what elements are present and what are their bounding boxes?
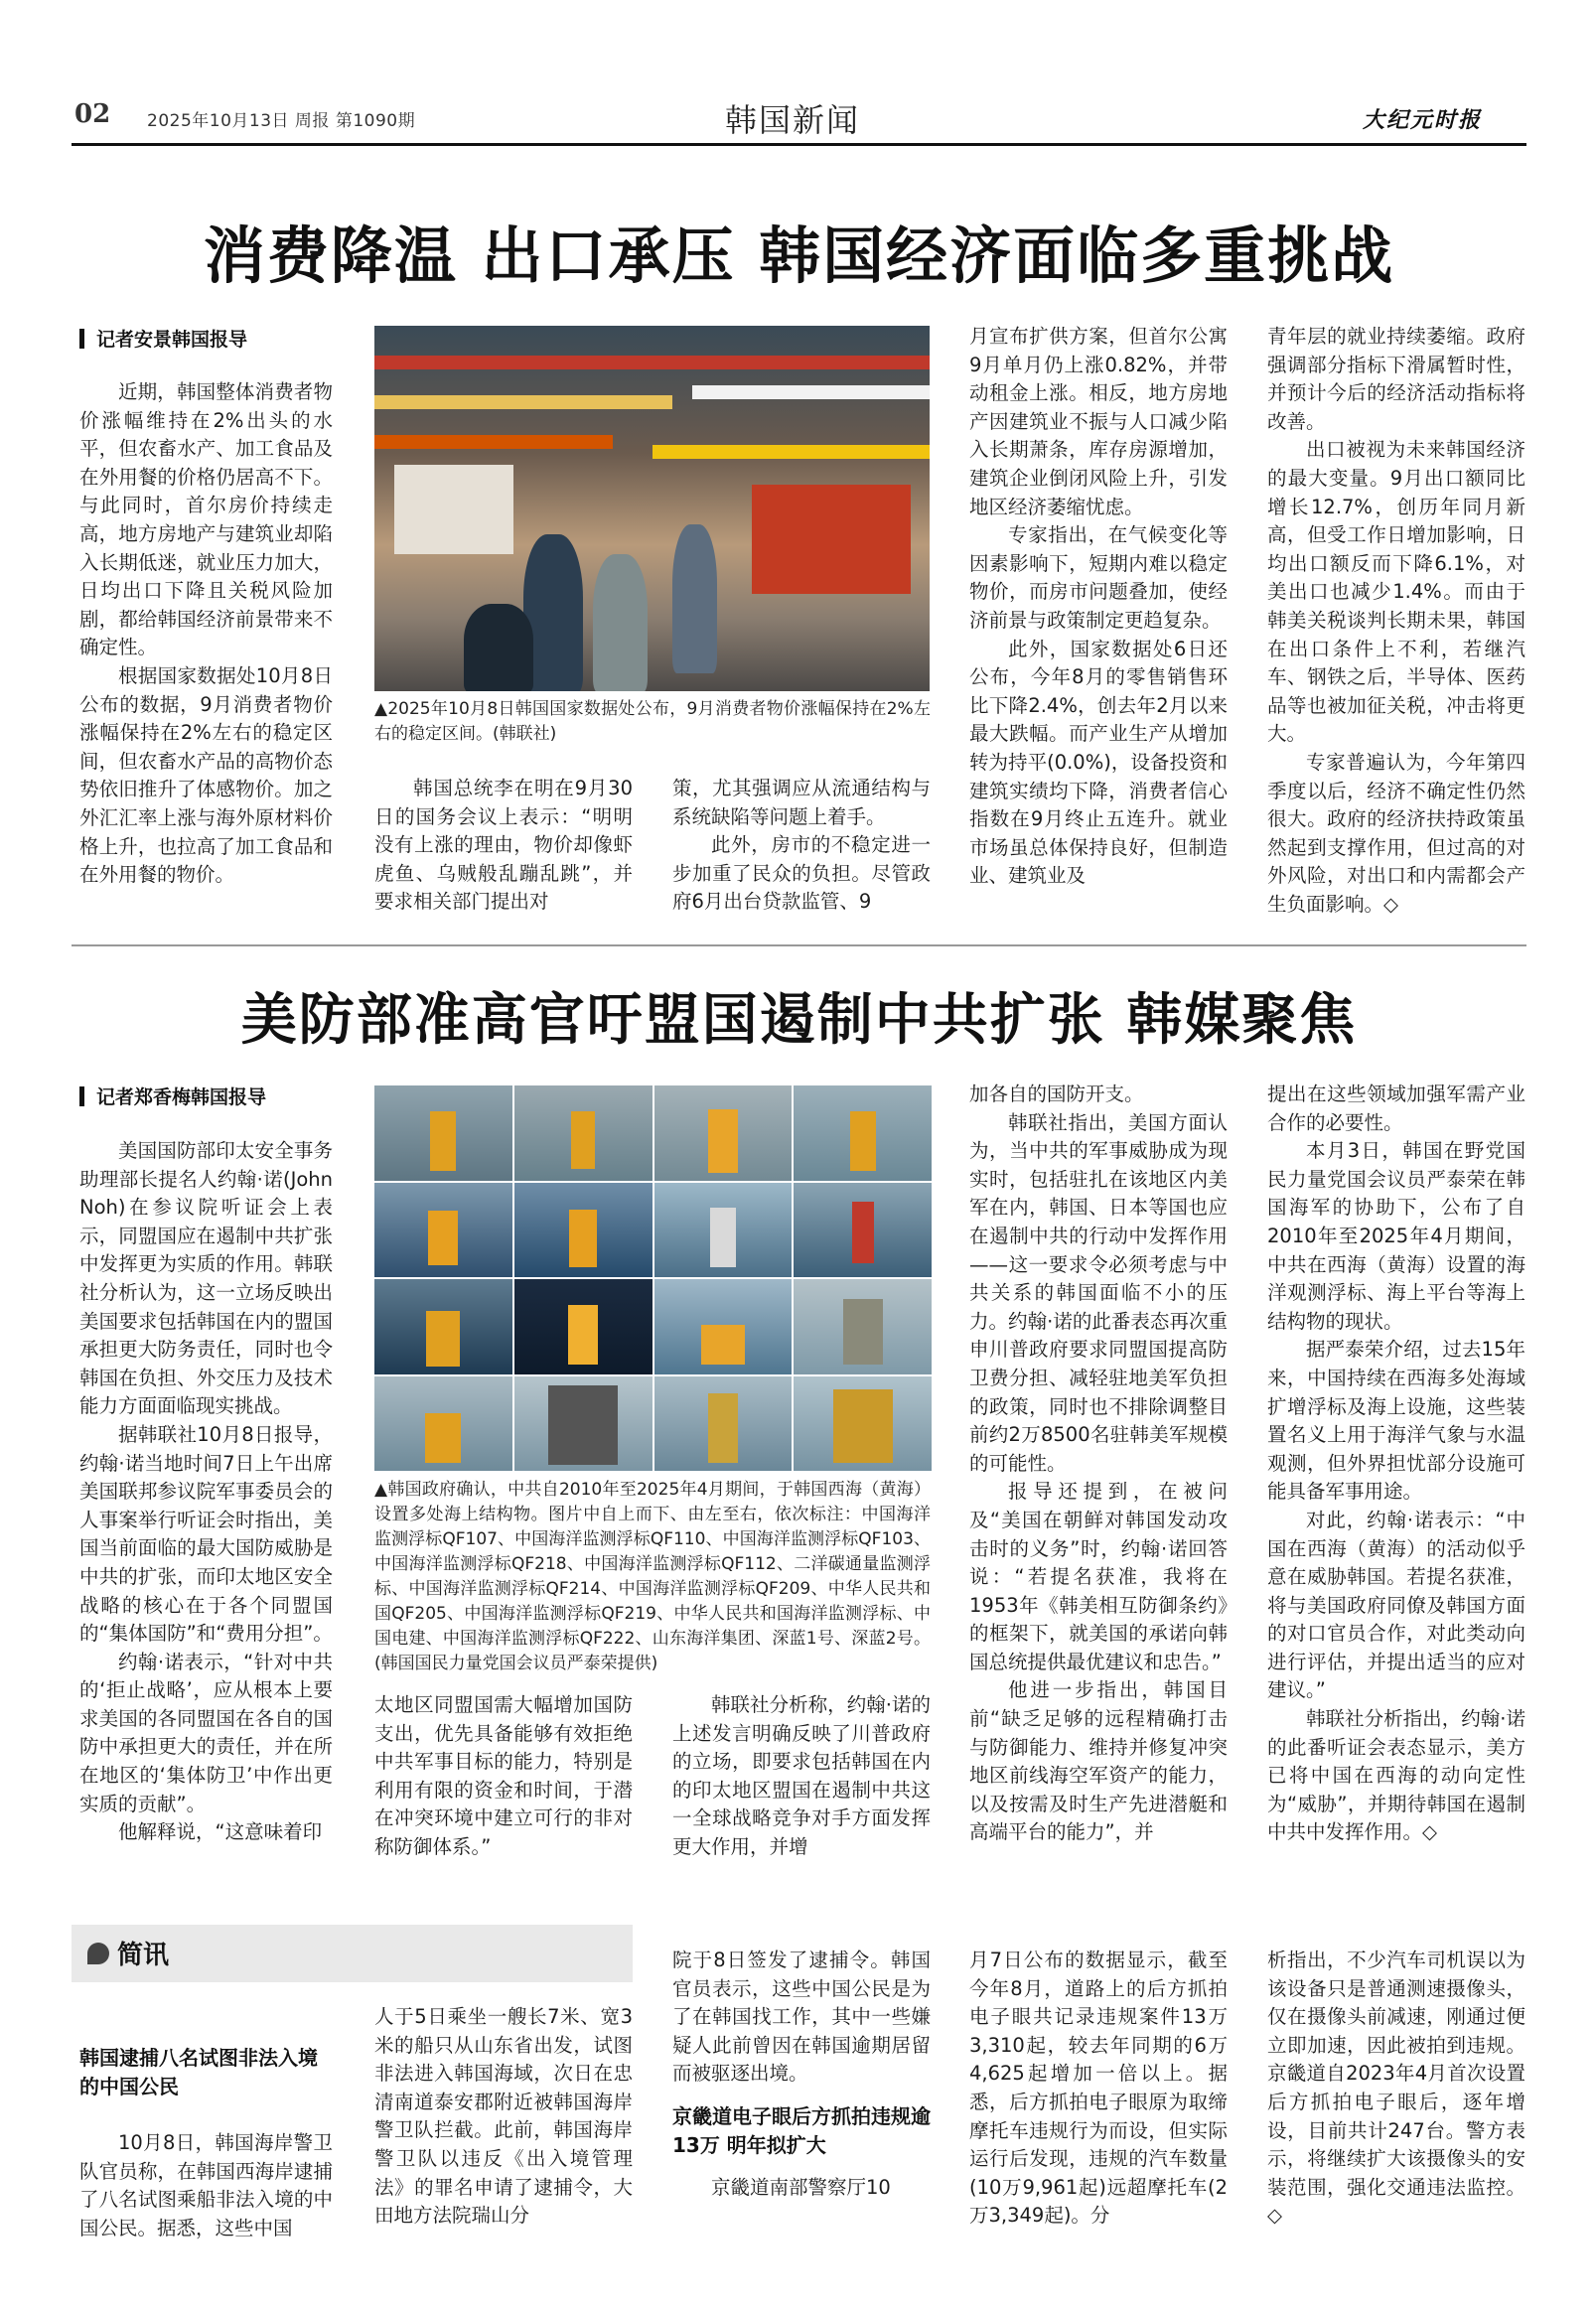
buoy-photo (794, 1279, 932, 1374)
paragraph: 他进一步指出，韩国目前“缺乏足够的远程精确打击与防御能力、维持并修复冲突地区前线海空军资产的能力，以及按需及时生产先进潜艇和高端平台的能力”，并 (969, 1678, 1228, 1844)
page-number: 02 (74, 99, 111, 129)
issue-info: 2025年10月13日 周报 第1090期 (147, 111, 416, 131)
paragraph: 专家指出，在气候变化等因素影响下，短期内难以稳定物价，而房市问题叠加，使经济前景与政策制定更趋复杂。 (969, 523, 1228, 632)
briefs-title: 简讯 (117, 1941, 170, 1970)
paragraph: 对此，约翰·诺表示：“中国在西海（黄海）的活动似乎意在威胁韩国。若提名获准，将与美国政府同僚及韩国方面的对口官员合作，对此类动向进行评估，并提出适当的应对建议。” (1267, 1508, 1525, 1702)
buoy-photo (374, 1279, 512, 1374)
buoy-photo (654, 1085, 793, 1181)
photo-caption-1: ▲2025年10月8日韩国国家数据处公布，9月消费者物价涨幅保持在2%左右的稳定区间。(韩联社) (374, 699, 931, 744)
paragraph: 本月3日，韩国在野党国民力量党国会议员严泰荣在韩国海军的协助下，公布了自2010年至2025年4月期间，中共在西海（黄海）设置的海洋观测浮标、海上平台等海上结构物的现状。 (1267, 1139, 1525, 1333)
section-title: 韩国新闻 (725, 101, 861, 139)
article-1-col-5 (1267, 323, 1525, 919)
buoy-photo (374, 1085, 512, 1181)
buoy-photo (794, 1376, 932, 1472)
article-2-byline: 记者郑香梅韩国报导 (79, 1083, 266, 1109)
paragraph: 专家普遍认为，今年第四季度以后，经济不确定性仍然很大。政府的经济扶持政策虽然起到支撑作用，但过高的对外风险，对出口和内需都会产生负面影响。◇ (1267, 750, 1525, 916)
paragraph: 此外，国家数据处6日还公布，今年8月的零售销售环比下降2.4%，创去年2月以来最大跌幅。而产业生产从增加转为持平(0.0%)，设备投资和建筑实绩均下降，消费者信心指数在9月终止五连升。就业市场虽总体保持良好，但制造业、建筑业及 (969, 637, 1228, 888)
brief-2-headline: 京畿道电子眼后方抓拍违规逾13万 明年拟扩大 (672, 2103, 931, 2157)
buoy-photo (514, 1279, 653, 1374)
paragraph: 约翰·诺表示，“针对中共的‘拒止战略’，应从根本上要求美国的各同盟国在各自的国防中承担更大的责任，并在所在地区的‘集体防卫’中作出更实质的贡献”。 (79, 1650, 333, 1815)
paragraph: 青年层的就业持续萎缩。政府强调部分指标下滑属暂时性，并预计今后的经济活动指标将改善。 (1267, 325, 1525, 433)
buoy-photo (374, 1376, 512, 1472)
paragraph: 韩国总统李在明在9月30日的国务会议上表示：“明明没有上涨的理由，物价却像虾虎鱼、乌贼般乱蹦乱跳”，并要求相关部门提出对 (374, 777, 633, 914)
brief-1-col-3 (672, 1947, 931, 2203)
paragraph: 据韩联社10月8日报导，约翰·诺当地时间7日上午出席美国联邦参议院军事委员会的人事案举行听证会时指出，美国当前面临的最大国防威胁是中共的扩张，而印太地区安全战略的核心在于各个同盟国的“集体国防”和“费用分担”。 (79, 1422, 333, 1646)
paragraph: 太地区同盟国需大幅增加国防支出，优先具备能够有效拒绝中共军事目标的能力，特别是利用有限的资金和时间，于潜在冲突环境中建立可行的非对称防御体系。” (374, 1693, 633, 1858)
paragraph: 美国国防部印太安全事务助理部长提名人约翰·诺(John Noh)在参议院听证会上表示，同盟国应在遏制中共扩张中发挥更为实质的作用。韩联社分析认为，这一立场反映出美国要求包括韩国在内的盟国承担更大防务责任，同时也令韩国在负担、外交压力及技术能力方面面临现实挑战。 (79, 1139, 333, 1418)
article-2-col-5 (1267, 1081, 1525, 1847)
paragraph: 人于5日乘坐一艘长7米、宽3米的船只从山东省出发，试图非法进入韩国海域，次日在忠清南道泰安郡附近被韩国海岸警卫队拦截。此前，韩国海岸警卫队以违反《出入境管理法》的罪名申请了逮捕令，大田地方法院瑞山分 (374, 2005, 633, 2228)
brief-1-headline: 韩国逮捕八名试图非法入境的中国公民 (79, 2046, 318, 2098)
buoy-photo (514, 1085, 653, 1181)
paragraph: 根据国家数据处10月8日公布的数据，9月消费者物价涨幅保持在2%左右的稳定区间，但农畜水产品的高物价态势依旧推升了体感物价。加之外汇汇率上涨与海外原材料价格上升，也拉高了加工食品和在外用餐的物价。 (79, 663, 333, 887)
article-2-col-1 (79, 1137, 333, 1847)
paragraph: 院于8日签发了逮捕令。韩国官员表示，这些中国公民是为了在韩国找工作，其中一些嫌疑人此前曾因在韩国逾期居留而被驱逐出境。 (672, 1949, 931, 2086)
buoy-photo (374, 1183, 512, 1278)
brief-2-col-4 (969, 1947, 1228, 2231)
brief-1-col-1 (79, 2129, 333, 2242)
buoy-photo (514, 1376, 653, 1472)
paragraph: 近期，韩国整体消费者物价涨幅维持在2%出头的水平，但农畜水产、加工食品及在外用餐的价格仍居高不下。与此同时，首尔房价持续走高，地方房地产与建筑业却陷入长期低迷，就业压力加大，日均出口下降且关税风险加剧，都给韩国经济前景带来不确定性。 (79, 380, 333, 659)
article-1-col-3 (672, 775, 931, 917)
paragraph: 京畿道南部警察厅10 (711, 2175, 891, 2199)
paragraph: 出口被视为未来韩国经济的最大变量。9月出口额同比增长12.7%，创历年同月新高，但受工作日增加影响，日均出口额反而下降6.1%，对美出口也减少1.4%。而由于韩美关税谈判长期未果，韩国在出口条件上不利，若继汽车、钢铁之后，半导体、医药品等也被加征关税，冲击将更大。 (1267, 438, 1525, 746)
paragraph: 月宣布扩供方案，但首尔公寓9月单月仍上涨0.82%，并带动租金上涨。相反，地方房地产因建筑业不振与人口减少陷入长期萧条，库存房源增加，建筑企业倒闭风险上升，引发地区经济萎缩忧虑。 (969, 325, 1228, 518)
masthead-logo: 大纪元时报 (1363, 107, 1483, 133)
buoy-photo-grid (374, 1085, 932, 1471)
paragraph: 此外，房市的不稳定进一步加重了民众的负担。尽管政府6月出台贷款监管、9 (672, 833, 931, 914)
article-2-col-4 (969, 1081, 1228, 1847)
brief-2-col-5 (1267, 1947, 1525, 2231)
paragraph: 他解释说，“这意味着印 (118, 1820, 323, 1844)
paragraph: 加各自的国防开支。 (969, 1083, 1144, 1105)
paragraph: 10月8日，韩国海岸警卫队官员称，在韩国西海岸逮捕了八名试图乘船非法入境的中国公民。据悉，这些中国 (79, 2131, 333, 2239)
buoy-photo (654, 1279, 793, 1374)
article-2-headline: 美防部准高官吁盟国遏制中共扩张 韩媒聚焦 (240, 987, 1358, 1053)
article-1-byline: 记者安景韩国报导 (79, 325, 247, 352)
header-rule (72, 143, 1526, 146)
paragraph: 析指出，不少汽车司机误以为该设备只是普通测速摄像头，仅在摄像头前减速，刚通过便立即加速，因此被拍到违规。京畿道自2023年4月首次设置后方抓拍电子眼后，逐年增设，目前共计247台。警方表示，将继续扩大该摄像头的安装范围，强化交通违法监控。◇ (1267, 1949, 1525, 2228)
paragraph: 韩联社指出，美国方面认为，当中共的军事威胁成为现实时，包括驻扎在该地区内美军在内，韩国、日本等国也应在遏制中共的行动中发挥作用——这一要求令必须考虑与中共关系的韩国面临不小的压力。约翰·诺的此番表态再次重申川普政府要求同盟国提高防卫费分担、减轻驻地美军负担的政策，同时也不排除调整目前约2万8500名驻韩美军规模的可能性。 (969, 1110, 1228, 1475)
paragraph: 韩联社分析称，约翰·诺的上述发言明确反映了川普政府的立场，即要求包括韩国在内的印太地区盟国在遏制中共这一全球战略竞争对手方面发挥更大作用，并增 (672, 1693, 931, 1858)
supermarket-photo (374, 326, 930, 691)
paragraph: 据严泰荣介绍，过去15年来，中国持续在西海多处海域扩增浮标及海上设施，这些装置名义上用于海洋气象与水温观测，但外界担忧部分设施可能具备军事用途。 (1267, 1338, 1525, 1504)
buoy-photo (794, 1183, 932, 1278)
speech-bubble-icon (87, 1943, 109, 1964)
article-1-headline: 消费降温 出口承压 韩国经济面临多重挑战 (203, 219, 1395, 292)
brief-1-col-2 (374, 2003, 633, 2231)
paragraph: 策，尤其强调应从流通结构与系统缺陷等问题上着手。 (672, 777, 931, 828)
paragraph: 韩联社分析指出，约翰·诺的此番听证会表态显示，美方已将中国在西海的动向定性为“威胁”，并期待韩国在遏制中共中发挥作用。◇ (1267, 1707, 1525, 1844)
paragraph: 报导还提到，在被问及“美国在朝鲜对韩国发动攻击时的义务”时，约翰·诺回答说：“若提名获准，我将在1953年《韩美相互防御条约》的框架下，就美国的承诺向韩国总统提供最优建议和忠告。” (969, 1480, 1228, 1673)
article-2-col-2 (374, 1691, 633, 1862)
paragraph: 提出在这些领域加强军需产业合作的必要性。 (1267, 1083, 1525, 1134)
paragraph: 月7日公布的数据显示，截至今年8月，道路上的后方抓拍电子眼共记录违规案件13万3,310起，较去年同期的6万4,625起增加一倍以上。据悉，后方抓拍电子眼原为取缔摩托车违规行为而设，但实际运行后发现，违规的汽车数量(10万9,961起)远超摩托车(2万3,349起)。分 (969, 1949, 1228, 2228)
buoy-photo (654, 1376, 793, 1472)
buoy-photo (514, 1183, 653, 1278)
buoy-photo (794, 1085, 932, 1181)
article-1-col-2 (374, 775, 633, 917)
article-1-col-1 (79, 378, 333, 890)
brief-1 (79, 2044, 333, 2242)
photo-caption-2: ▲韩国政府确认，中共自2010年至2025年4月期间，于韩国西海（黄海）设置多处海上结构物。图片中自上而下、由左至右，依次标注：中国海洋监测浮标QF107、中国海洋监测浮标QF110、中国海洋监测浮标QF103、中国海洋监测浮标QF218、中国海洋监测浮标QF112、二洋碳通量监测浮标、中国海洋监测浮标QF214、中国海洋监测浮标QF209、中华人民共和国QF205、中国海洋监测浮标QF219、中华人民共和国海洋监测浮标、中国电建、中国海洋监测浮标QF222、山东海洋集团、深蓝1号、深蓝2号。(韩国国民力量党国会议员严泰荣提供) (374, 1480, 931, 1673)
article-2-col-3 (672, 1691, 931, 1862)
buoy-photo (654, 1183, 793, 1278)
section-divider (72, 944, 1526, 946)
article-1-col-4 (969, 323, 1228, 891)
